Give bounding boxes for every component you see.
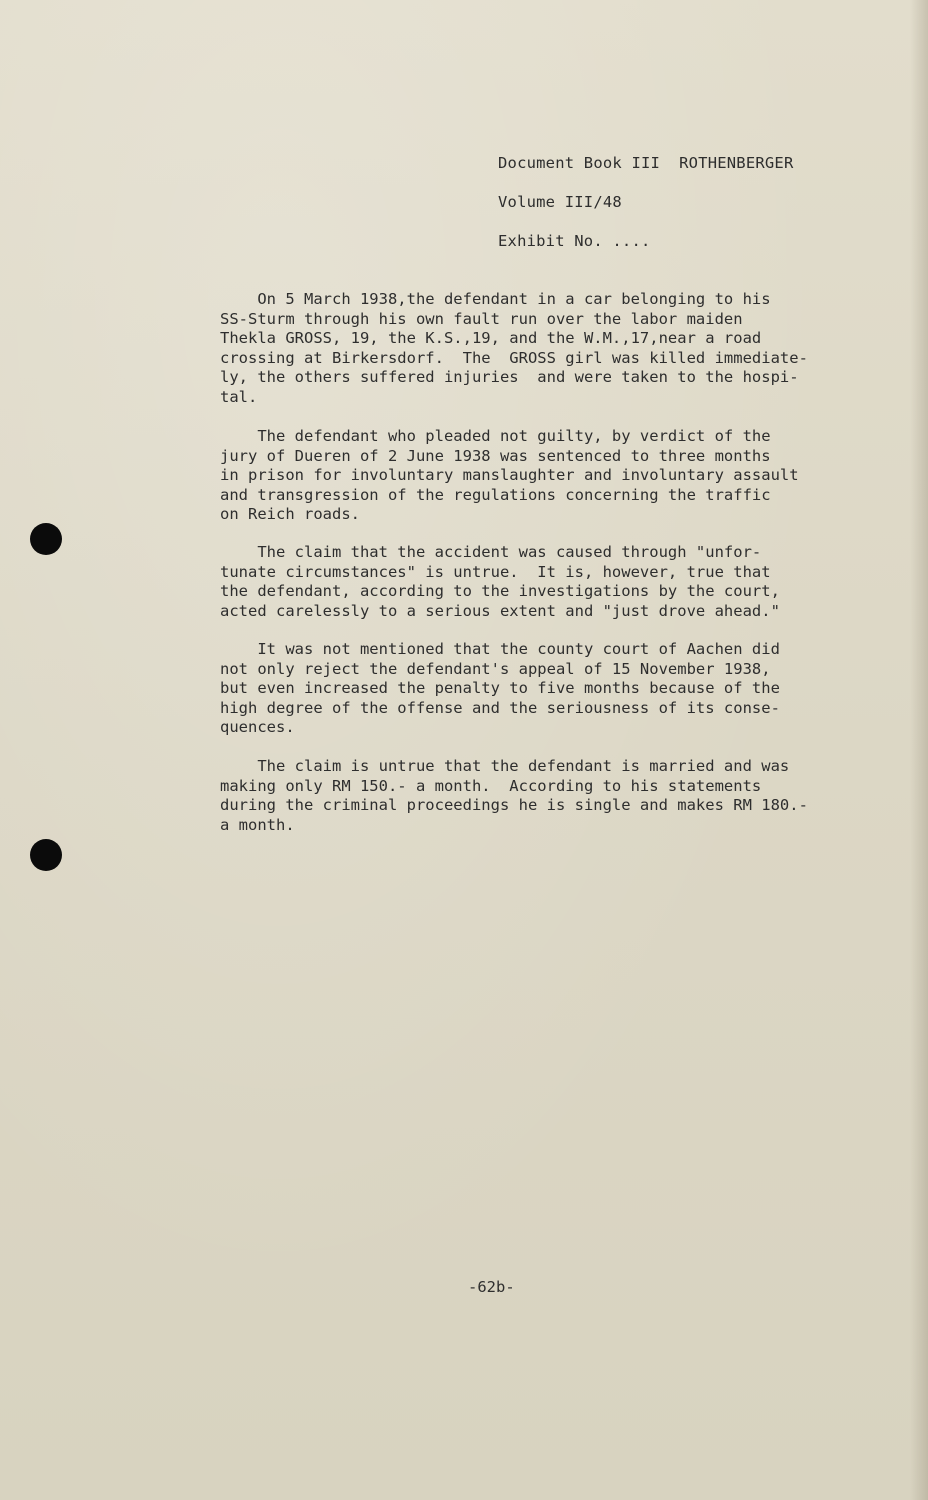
text-line: The claim is untrue that the defendant is married and was: [220, 757, 790, 775]
text-line: ly, the others suffered injuries and were taken to the hospi-: [220, 368, 799, 387]
text-line: On 5 March 1938,the defendant in a car belonging to his: [220, 290, 771, 308]
volume-label: Volume III/48: [498, 193, 622, 211]
text-line: acted carelessly to a serious extent and "just drove ahead.": [220, 601, 780, 620]
page-edge-shadow: [910, 0, 928, 1500]
punch-hole-bottom: [30, 839, 62, 871]
document-book-title: Document Book III ROTHENBERGER: [498, 154, 794, 172]
punch-hole-top: [30, 523, 62, 555]
text-line: not only reject the defendant's appeal of 15 November 1938,: [220, 659, 771, 678]
text-line: high degree of the offense and the seriousness of its conse-: [220, 698, 780, 717]
paragraph-5: [220, 757, 830, 835]
text-line: in prison for involuntary manslaughter and involuntary assault: [220, 466, 799, 485]
text-line: It was not mentioned that the county court of Aachen did: [220, 640, 780, 658]
paragraph-3: [220, 543, 830, 621]
text-line: the defendant, according to the investigations by the court,: [220, 582, 780, 601]
text-line: quences.: [220, 718, 295, 737]
text-line: SS-Sturm through his own fault run over the labor maiden: [220, 309, 743, 328]
text-line: jury of Dueren of 2 June 1938 was sentenced to three months: [220, 446, 771, 465]
text-line: The defendant who pleaded not guilty, by verdict of the: [220, 427, 771, 445]
paragraph-1: [220, 290, 830, 408]
text-line: but even increased the penalty to five months because of the: [220, 679, 780, 698]
text-line: a month.: [220, 815, 295, 834]
text-line: on Reich roads.: [220, 505, 360, 524]
page-number: -62b-: [468, 1278, 515, 1296]
text-line: The claim that the accident was caused through "unfor-: [220, 543, 762, 561]
exhibit-label: Exhibit No. ....: [498, 232, 651, 250]
text-line: Thekla GROSS, 19, the K.S.,19, and the W.M.,17,near a road: [220, 329, 762, 348]
text-line: and transgression of the regulations concerning the traffic: [220, 485, 771, 504]
text-line: tal.: [220, 387, 258, 406]
text-line: making only RM 150.- a month. According to his statements: [220, 776, 762, 795]
paragraph-4: [220, 640, 830, 738]
text-line: tunate circumstances" is untrue. It is, however, true that: [220, 562, 771, 581]
paragraph-2: [220, 427, 830, 525]
text-line: crossing at Birkersdorf. The GROSS girl was killed immediate-: [220, 348, 808, 367]
text-line: during the criminal proceedings he is single and makes RM 180.-: [220, 796, 808, 815]
